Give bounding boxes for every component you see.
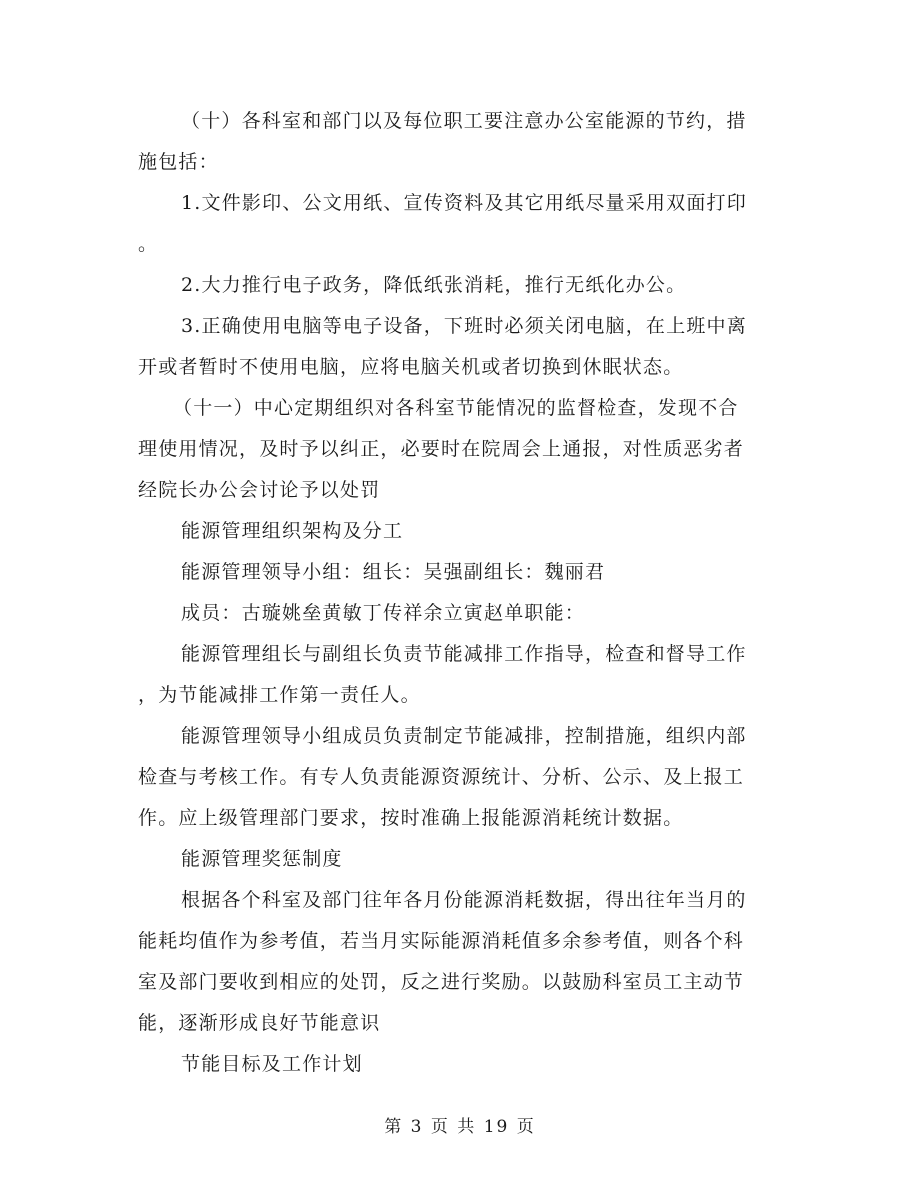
text-line: 开或者暂时不使用电脑，应将电脑关机或者切换到休眠状态。 (138, 356, 684, 378)
text-line: 检查与考核工作。有专人负责能源资源统计、分析、公示、及上报工 (138, 766, 745, 788)
text-line: 。 (138, 233, 159, 255)
text-line: 2.大力推行电子政务，降低纸张消耗，推行无纸化办公。 (181, 274, 687, 296)
text-line: （十）各科室和部门以及每位职工要注意办公室能源的节约，措 (181, 110, 747, 132)
text-line: 能源管理组长与副组长负责节能减排工作指导，检查和督导工作 (181, 643, 747, 665)
text-line: ，为节能减排工作第一责任人。 (138, 684, 421, 706)
text-line: 能，逐渐形成良好节能意识 (138, 1012, 381, 1034)
text-line: 能源管理领导小组成员负责制定节能减排，控制措施，组织内部 (181, 725, 747, 747)
section-heading: 节能目标及工作计划 (181, 1053, 363, 1075)
text-line: 经院长办公会讨论予以处罚 (138, 479, 381, 501)
page-number: 第 3 页 共 19 页 (384, 1117, 536, 1137)
text-line: 3.正确使用电脑等电子设备，下班时必须关闭电脑，在上班中离 (181, 315, 747, 337)
text-line: 施包括： (138, 151, 219, 173)
section-heading: 能源管理组织架构及分工 (181, 520, 404, 542)
text-line: 理使用情况，及时予以纠正，必要时在院周会上通报，对性质恶劣者 (138, 438, 745, 460)
text-line: 1.文件影印、公文用纸、宣传资料及其它用纸尽量采用双面打印 (181, 192, 747, 214)
section-heading: 能源管理奖惩制度 (181, 848, 343, 870)
text-line: （十一）中心定期组织对各科室节能情况的监督检查，发现不合 (173, 397, 739, 419)
text-line: 能耗均值作为参考值，若当月实际能源消耗值多余参考值，则各个科 (138, 930, 745, 952)
text-line: 室及部门要收到相应的处罚，反之进行奖励。以鼓励科室员工主动节 (138, 971, 745, 993)
text-line: 能源管理领导小组：组长：吴强副组长：魏丽君 (181, 561, 606, 583)
text-line: 成员：古璇姚垒黄敏丁传祥余立寅赵单职能： (181, 602, 586, 624)
text-line: 根据各个科室及部门往年各月份能源消耗数据，得出往年当月的 (181, 889, 747, 911)
text-line: 作。应上级管理部门要求，按时准确上报能源消耗统计数据。 (138, 807, 684, 829)
